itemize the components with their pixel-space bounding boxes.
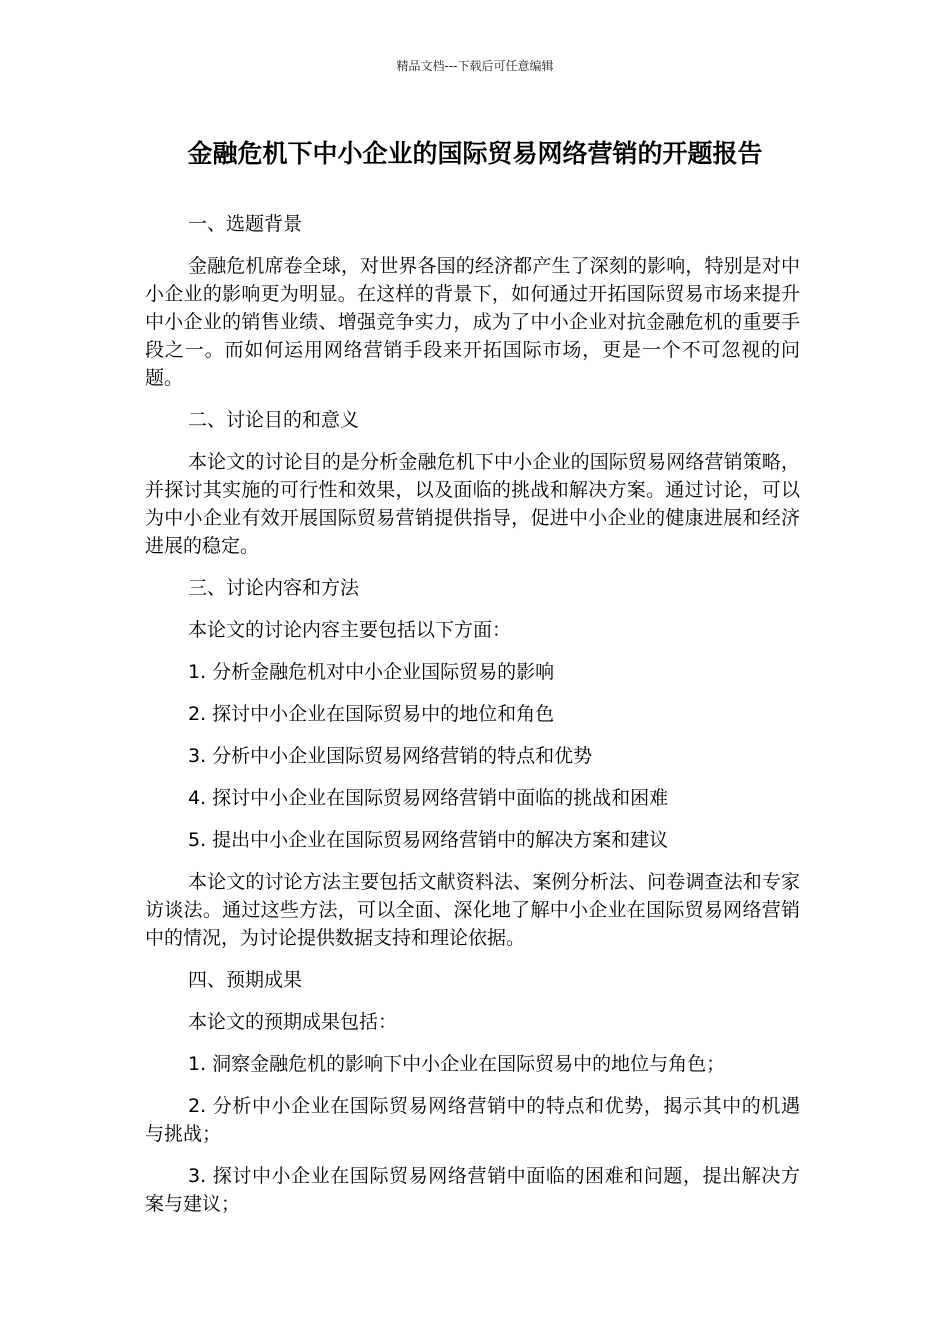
- paragraph-background: 金融危机席卷全球，对世界各国的经济都产生了深刻的影响，特别是对中小企业的影响更为明显。在这样的背景下，如何通过开拓国际贸易市场来提升中小企业的销售业绩、增强竞争实力，成为了中小企业对抗金融危机的重要手段之一。而如何运用网络营销手段来开拓国际市场，更是一个不可忽视的问题。: [145, 255, 800, 389]
- document-title: 金融危机下中小企业的国际贸易网络营销的开题报告: [187, 139, 763, 168]
- list-item: 5. 提出中小企业在国际贸易网络营销中的解决方案和建议: [188, 829, 669, 851]
- paragraph-results-intro: 本论文的预期成果包括：: [188, 1011, 398, 1033]
- list-item: 3. 分析中小企业国际贸易网络营销的特点和优势: [188, 745, 593, 767]
- list-item: 1. 分析金融危机对中小企业国际贸易的影响: [188, 661, 555, 683]
- document-body: [145, 210, 800, 1232]
- paragraph-method: 本论文的讨论方法主要包括文献资料法、案例分析法、问卷调查法和专家访谈法。通过这些方法，可以全面、深化地了解中小企业在国际贸易网络营销中的情况，为讨论提供数据支持和理论依据。: [145, 871, 800, 949]
- list-item: 2. 探讨中小企业在国际贸易中的地位和角色: [188, 703, 555, 725]
- paragraph-purpose: 本论文的讨论目的是分析金融危机下中小企业的国际贸易网络营销策略，并探讨其实施的可行性和效果，以及面临的挑战和解决方案。通过讨论，可以为中小企业有效开展国际贸易营销提供指导，促进中小企业的健康进展和经济进展的稳定。: [145, 451, 800, 557]
- section-heading-purpose: 二、讨论目的和意义: [188, 409, 360, 431]
- section-heading-background: 一、选题背景: [188, 213, 303, 235]
- section-heading-content-method: 三、讨论内容和方法: [188, 577, 360, 599]
- section-heading-expected-results: 四、预期成果: [188, 969, 303, 991]
- list-item: 4. 探讨中小企业在国际贸易网络营销中面临的挑战和困难: [188, 787, 669, 809]
- paragraph-content-intro: 本论文的讨论内容主要包括以下方面：: [188, 619, 512, 641]
- list-item: 3. 探讨中小企业在国际贸易网络营销中面临的困难和问题，提出解决方案与建议；: [145, 1165, 800, 1215]
- header-note: 精品文档---下载后可任意编辑: [396, 59, 554, 73]
- list-item: 2. 分析中小企业在国际贸易网络营销中的特点和优势，揭示其中的机遇与挑战；: [145, 1095, 800, 1145]
- list-item: 1. 洞察金融危机的影响下中小企业在国际贸易中的地位与角色；: [188, 1053, 726, 1075]
